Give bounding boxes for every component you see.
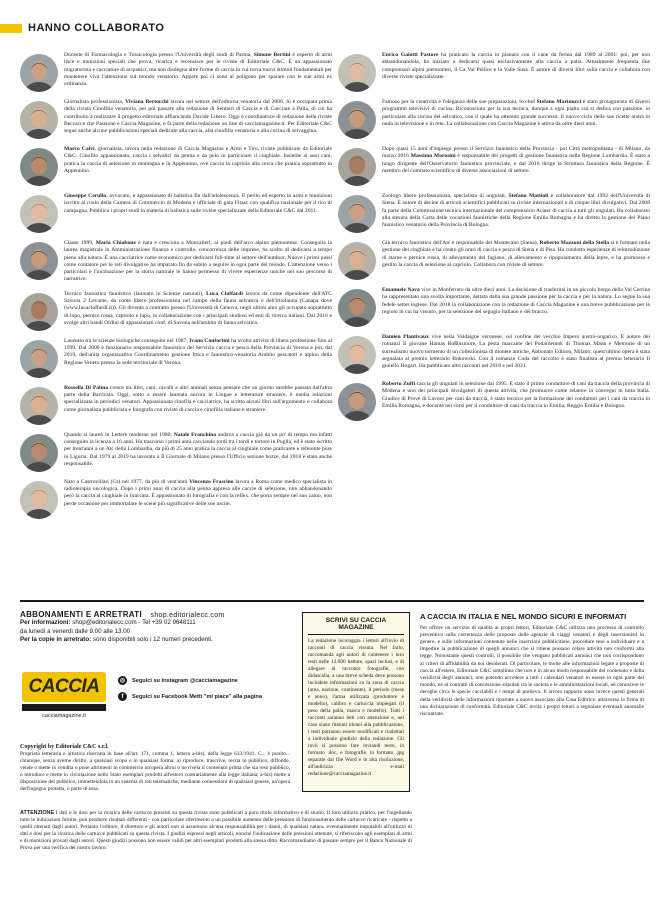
section-header: [0, 20, 164, 36]
contributor-entry: [338, 381, 650, 421]
contributor-photo: [338, 54, 376, 92]
logo-bar: [22, 704, 106, 711]
contributor-photo: [20, 242, 58, 280]
back-issues-line: [20, 636, 290, 645]
facebook-follow[interactable]: [118, 692, 298, 701]
contributor-entry: [20, 479, 332, 519]
contributor-entry: [338, 52, 650, 92]
contributor-entry: [20, 52, 332, 92]
contributor-photo: [338, 289, 376, 327]
disclaimer-label: ATTENZIONE: [20, 810, 55, 816]
back-issues-label: Per la copie in arretrato:: [20, 636, 92, 643]
copyright-body: Proprietà letteraria e artistica riservata in base all'art. 171, comma 1, lettera a-bis), della legge 633/1941. C... è punito... chiunque, senza averne diritto, a qualsiasi scopo e in qualsiasi forma: a) riproduce, trascrive, recita in pubblico, diffonde, vende o mette in vendita o pone altrimenti in commercio un'opera altrui o ne rivela il contenuto prima che sia reso pubblico, o introduce e mette in circolazione nello Stato esemplari prodotti all'estero contrariamente alla legge italiana; a-bis) mette a disposizione del pubblico, immettendola in un sistema di reti telematiche, mediante connessioni di qualsiasi genere, un'opera dell'ingegno protetta, o parte di essa.: [20, 751, 290, 792]
subscriptions-hours: da lunedì a venerdì dalle 9.00 alle 13.00: [20, 627, 131, 635]
contributor-bio: Roberto Zuffi caccia gli ungulati in selezione dal 1995. È stato il primo conduttore di cani da traccia della provincia di Modena e uno dei principali divulgatori di questa attività, che promuove come relatore in convegni in tutta Italia. Giudice di Prove di Lavoro per cani da traccia, è stato tecnico per la formazione dei conduttori per i cani da traccia in Emilia Romagna, e docente nei corsi per il conduttore di cani da traccia in Emilia, Reggio Emilia e Bologna.: [382, 381, 650, 409]
contributor-bio: Nato a Castrovillari (Cs) nel 1977, da più di vent'anni Vincenzo Frascino lavora a Roma come medico specialista in radioterapia oncologica. Dopo i primi anni di caccia alla penna appresa alle caccie di selezione, non abbandonando però la caccia al cinghiale in braccata. È appassionato di fotografia e con la reflex, che porta sempre nel suo zaino, non perde occasione per immortalare le scene più significative delle sue uscite.: [64, 478, 332, 507]
info-value[interactable]: shop@editorialecc.com - Tel +39 02 9648111: [72, 619, 196, 626]
page-title: HANNO COLLABORATO: [28, 22, 165, 34]
contributor-photo: [20, 387, 58, 425]
copyright-title: Copyright by Editoriale C&C s.r.l.: [20, 744, 109, 750]
contributor-bio: Rossella Di Palma cresce tra libri, cani, cavalli e altri animali senza pensare che un giorno sarebbe passata dall'altra parte della Barricata. Oggi, sotto a essere laureata ancora in Lingue e letterature straniere, è media relazioni specializzata in periodici venatori. Appassionata cinofila e cacciatrice, ha scritto alcuni libri sull'argomento e collabora come giornalista pubblicista e fotografa con riviste di caccia e cinofilia italiane e straniere.: [64, 384, 332, 413]
subscriptions-heading: ABBONAMENTI E ARRETRATI: [20, 610, 143, 619]
contributor-photo: [20, 54, 58, 92]
header-accent-bar: [0, 24, 22, 33]
write-for-us-title: SCRIVI SU CACCIA MAGAZINE: [308, 617, 404, 635]
instagram-icon: ◎: [119, 678, 126, 684]
contributor-bio: Laureato tra le scienze biologiche conseguite nel 1987, Ivano Confortini ha svolto attività di libera professione fino al 1999. Dal 2000 è funzionario responsabile faunistico del Servizio caccia e pesca della Provincia di Verona e poi, dal 2019, dell'unità organizzativa Coordinamento gestione Ittica e faunistico-venatoria Ambito pescatori e alpino della Regione Veneto presso la sede territoriale di Verona.: [64, 337, 332, 366]
logo-wordmark: CACCIA: [22, 672, 106, 702]
disclaimer-body: I dati e le dosi per la ricarica delle cartucce presenti su questa rivista sono pubblicati a puro titolo informativo e di studio. Il loro utilizzo pratico, per l'ingellando tutte le indicazioni fornite, può produrre risultati differenti - con particolare riferimento a un possibile aumento delle pressioni di funzionamento delle cartucce ricaricate - rispetto a quelli ottenuti dagli autori. Pertanto l'editore, il direttore e gli autori non si assumono alcuna responsabilità per i danni, di qualsiasi natura, eventualmente imputabili all'utilizzo di dati e dosi per la ricarica delle cartucce pubblicati su questa rivista. I giudizi espressi negli articoli, nonché l'indicazione delle pressioni ottenute, si riferiscono agli esemplari di armi e di munizioni provati dagli autori. Questi giudizi possono non essere validi per altri esemplari prodotti alla stessa ditta. Raccomandiamo di passare sempre per il Banco Nazionale di Prova per una verifica del nostro lavoro.: [20, 810, 412, 852]
contributor-entry: [338, 287, 650, 327]
contributor-entry: [20, 385, 332, 425]
shop-link[interactable]: shop.editorialecc.com: [150, 612, 225, 619]
contributor-photo: [20, 434, 58, 472]
contributor-entry: [20, 291, 332, 331]
contributor-entry: [20, 338, 332, 378]
facebook-text: Seguici su Facebook Metti "mi piace" alla pagina: [132, 693, 262, 700]
contributor-photo: [338, 148, 376, 186]
contributor-bio: Emanuele Nava vive in Monferrato da oltre dieci anni. La decisione di trasferirsi in un piccolo borgo della Val Cerrina ha rappresentato una svolta importante, dettata dalla sua grande passione per la caccia e per la natura. Lo segue la sua fedele setter inglese. Dal 2018 la collaborazione con la redazione di Caccia Magazine e una breve pubblicazione per le regioni in cui ha vissuto, per la selezione del segugio italiano e del bracco.: [382, 287, 650, 315]
hunting-info-title: A CACCIA IN ITALIA E NEL MONDO SICURI E INFORMATI: [420, 612, 627, 621]
write-for-us-box: [302, 612, 410, 792]
contributor-bio: Famoso per la creatività e l'eleganza delle sue preparazioni, lo chef Stefano Marinucci è stato protagonista di diversi programmi televisivi di cucina. Riconosciuto per la sua tecnica, dunque a ogni piatto cui si dedica con passione, in particolare alla cucina del selvatico, con il quale ha ottenuto grande successo. Il nuovo ciclo delle sue ricette andrà in onda in televisione e in rete. La collaborazione con Caccia Magazine è attiva da oltre dieci anni.: [382, 99, 650, 127]
instagram-text: Seguici su Instagram @cacciamagazine: [132, 677, 238, 684]
contributor-photo: [20, 481, 58, 519]
contributor-bio: Docente di Farmacologia e Tossicologia presso l'Università degli studi di Parma, Simone Bertini è esperto di armi lisce e munizioni speciali che prova, ricarica e recensisce per le riviste di Editoriale C&C. È un appassionato migratorista e cacciatore di acquatici, ma non disdegna altre forme di caccia in cui trova nuovi stimoli fondamentali per mantenere viva l'attenzione sul mondo venatorio. Appare poi ci sono al poligono per sparare con le sue armi ex ordinanza.: [64, 52, 332, 88]
contributor-bio: Quando si laureò in Lettere moderne nel 1980, Natale Franchina andava a caccia già da un po' di tempo ma infatti conseguito la licenza a 16 anni. Ha trascorso i primi anni cacciando tordi tra i tordi e tortore in Puglia, ed è stato iscritto per trent'anni a un Atc della Lombardia, da più di 25 anni pratica la caccia al cinghiale come praticante e referente pure in Liguria. Dal 1979 al 2019 ha lavorato a Il Giornale di Milano presso l'Ufficio sezione bozze, dal 2018 è stato anche responsabile.: [64, 431, 332, 467]
contributor-photo: [338, 383, 376, 421]
subscriptions-info-line: [20, 619, 290, 628]
copyright-block: [20, 744, 290, 793]
contributor-bio: Già tecnico faunistico dell'Atc e responsabile del Montecano (Siena), Roberto Mazzoni della Stella si è formato nella gestione del cinghiale e ha creato gli orari di caccia e pesca di Siena e di Pisa. Ha condotto esperienze di reintroduzione di starne e pernice rossa, di allevamento del fagiano, di allevamento e ripopolamento della lepre, e ha promosso e gestito la caccia di selezione ai capriolo. Collabora con riviste di settore.: [382, 240, 650, 268]
contributor-photo: [338, 242, 376, 280]
contributor-photo: [20, 195, 58, 233]
facebook-icon: f: [118, 692, 127, 701]
instagram-follow[interactable]: [118, 676, 298, 685]
contributor-entry: [338, 240, 650, 280]
caccia-magazine-logo[interactable]: [22, 672, 106, 724]
contributor-entry: [20, 146, 332, 186]
contributor-bio: Dopo quasi 15 anni d'impiego presso il Servizio faunistico della Provincia - poi Città metropolitana - di Milano, da marzo 2016 Massimo Morosini è responsabile dei progetti di gestione faunistica nella Regione Lombardia. È stato a lungo dirigente dell'Osservatorio faunistico provinciale, e dal 2016 dirige la Struttura faunistica della Regione. È membro del comitato scientifico di diverse associazioni di settore.: [382, 146, 650, 174]
contributor-entry: [20, 432, 332, 472]
subscriptions-block: [20, 610, 290, 645]
divider: [20, 600, 644, 602]
contributor-entry: [338, 193, 650, 233]
contributor-bio: Tecnico faunistico faunistico (laureato in Scienze naturali), Luca Cloffardi lavora da come dipendente dell'ATC Savona 2 Levante, da come libero professionista nel campo della fauna selvatica e dell'ittiofauna (Canapa dove (www.lucacloffardi.it)). Gli diventa a contratto presso l'Università di Genova, negli ultimi anni gli occupato soprattutto di lupo, pernice rossa, capriolo e lupo, in collaborazione con i principali studiosi ed enti di ricerca italiani. Dal 2016 e svolge altri bandi Ordini di appassionati conf. di Savona nell'ambito di fauna selvatica.: [64, 290, 332, 326]
contributor-photo: [20, 340, 58, 378]
contributor-entry: [338, 146, 650, 186]
logo-url[interactable]: cacciamagazine.it: [42, 713, 86, 719]
subscriptions-title: [20, 610, 290, 619]
contributor-entry: [20, 193, 332, 233]
hunting-info-body: Per offrire un servizio di qualità ai propri lettori, Editoriale C&C utilizza uno processo di controllo preventivo sulla correttezza delle proposte delle agenzie di viaggi venatori e degli inserzionisti in genere, e sulle informazioni contenute nelle inserzioni pubblicitarie, procedure tese a individuare e a impedire la pubblicazione di quegli annunci che si ritiene possano celare attività non conformi alla legge. Nonostante questi controlli, il possibile che vengano pubblicati annunci che non corrispondono ai criteri di affidabilità da noi desiderati. Di particolare, le molte alle informazioni legate a proposte di caccia all'estero, Editoriale C&C sottolinea che non è in alcun modo responsabile del contenuto e della veridicità degli annunci, non potendo accedere a tutti i calendari venatori in essere in ogni parte del mondo, né ai contratti di concessione stipulati tra le società e le amministrazioni locali, né conoscere le deroghe circa le specie cacciabili e i tempi di prelievo. Il lavoro rapporto sono invece questi generali della veridicità delle informazioni riportate a nuovo associato alla Casa Editrice, attraverso la firma di una dichiarazione di conformità. Editoriale C&C invita i propri lettori a segnalare eventuali anomalie riscontrate.: [420, 624, 644, 717]
disclaimer-block: [20, 810, 412, 853]
contributor-entry: [20, 240, 332, 284]
contributor-bio: Enrico Gaiotti Pastore ha praticato la caccia in pianura con il cane da ferma dal 1989 al 2001: poi, per non abbandonandola, ha iniziato a dedicarsi quasi esclusivamente alla caccia a palla. Attualmente frequenta due comprensori alpini piemontesi, il Ca Val Pellice e la Valle Susa. È autore di diversi libri sulla caccia e collabora con diverse riviste specializzate.: [382, 52, 650, 80]
contributor-bio: Damien Plantivaux vive nella Valdaigne veronese, sul confine del vecchio Impero austro-ungarico. È autore dei romanzi Il giovane Hamas Roßbismore, La pesta marcante del Podardemok di Thomas Mann e Memorie di un surrealismo nuovo tormento di un collezionista di monete antiche, Abbonato Edition, Milano: quest'ultimo opera è stata segnalata al premio letterario Bukowski. Con il romanzo Coda del raccolto è stato finalista al premio letterario Il gioiello Hogart. Ha pubblicato altri racconti nel 2018 e nel 2021.: [382, 334, 650, 370]
contributor-photo: [338, 195, 376, 233]
contributor-bio: Giuseppe Cerullo, avvocato, è appassionato di balistica fin dall'adolescenza. È perito ed esperto in armi e munizioni iscritto al ruolo della Camera di Commercio di Modena e ufficiale di gara Fitasc con qualifica nazionale per il tiro di campagna. Pubblica i propri studi in materia di balistica sulle riviste specializzate della Editoriale C&C dal 2011.: [64, 193, 332, 214]
contributor-bio: Giornalista professionista, Viviana Bertocchi lavora nel settore dell'editoria venatoria dal 2006. Si è occupata prima della rivista Cinofilia venatoria, per poi passare alla redazione di Sentieri di Caccia e di Cacciare a Palla, di cui ha contribuito a realizzare il progetto editoriale affiancando Davide Libero. Oggi è coordinatrice di redazione delle riviste Beccacce che Passione e Caccia Magazine, e fa parte della redazione on line di cacciamagazine.it. Per Editoriale C&C segue anche alcune pubblicazioni speciali dedicate alla caccia, alla cinofilia venatoria e alla cucina di selvaggina.: [64, 99, 332, 135]
contributors-left-column: [20, 52, 332, 526]
contributor-photo: [20, 148, 58, 186]
contributor-photo: [20, 101, 58, 139]
contributor-bio: Marco Calvi, giornalista, lavora nella redazione di Caccia Magazine e Armi e Tiro, riviste pubblicate da Editoriale C&C. Cinofilo appassionato, caccia i selvatici da penna e da pelo in particolare il cinghiale. Insieme ai suoi cani, pratica la caccia di selezione in montagna e in Appennino, ove caccia la capriola alla cerca che pratica soprattutto in Appennino.: [64, 146, 332, 174]
contributor-photo: [338, 336, 376, 374]
contributor-photo: [20, 293, 58, 331]
info-label: Per informazioni:: [20, 619, 71, 626]
hunting-info-block: [420, 612, 644, 718]
write-for-us-body: La redazione incoraggia i lettori all'invio di racconti di caccia vissuta. Nel farlo, raccomanda agli autori di contenere i loro testi nelle 12.000 battute, spazi inclusi, e di allegare al racconto fotografie, con didascalia, a una breve scheda deve possono includere informazioni su la zona di caccia (area, nazione, continente), il periodo (mese e anno), l'arma utilizzata (produttore e modello), calibro e cartuccia impiegati (il peso della palla, marca e modello). Tutti i racconti saranno letti con attenzione e, nel caso siano ritenuti idonei alla pubblicazione, i testi potranno essere modificati e riadattati a individuale giudizio della redazione. Gli invii si possono fare inviandi testo, in formato .doc, e fotografie, in formato .jpg separate dal file Word e in alta risoluzione, all'indirizzo e-mail redazione@cacciamagazine.it: [308, 638, 404, 777]
contributor-bio: Zoologo libero professionista, specialista di ungulati, Stefano Mattioli è collaboratore dal 1992 dell'Università di Siena. È autore di decine di articoli scientifici pubblicati su riviste internazionali e di cinque libri divulgativi. Dal 2008 fa parte della Commissione tecnica internazionale del comprensorio Acater di caccia a tutti gli ungulati. Ha collaborato alla stesura della Carta delle vocazioni faunistiche della Regione Emilia Romagna e ha diretto la gestione del Piano faunistico venatorio della Provincia di Bologna.: [382, 193, 650, 229]
contributor-photo: [338, 101, 376, 139]
contributor-entry: [20, 99, 332, 139]
contributors-right-column: [338, 52, 650, 428]
contributor-bio: Classe 1999, Maria Chiabone è nata e cresciuta a Moncalieri, ai piedi dell'arco alpino piemontese. Conseguita la laurea magistrale in Amministrazione finanza e controllo, concorrenza delle imprese, ha scelto di dedicarsi a tempo pieno alla natura. È una cacciatrice come economico per dedicarsi full-time al settore dell'outdoor. Nuove i primi passi come contatore per le reti divulgative ha imparato fin da subito a seguire in ogni parte del mondo. L'attenzione verso i particolari e l'inclinazione per la storia naturale le hanno permesso di vivere esperienze uniche nel suo percorso di narratrice.: [64, 240, 332, 283]
contributor-entry: [338, 99, 650, 139]
back-issues-value: sono disponibili solo i 12 numeri precedenti.: [92, 636, 213, 643]
contributor-entry: [338, 334, 650, 374]
